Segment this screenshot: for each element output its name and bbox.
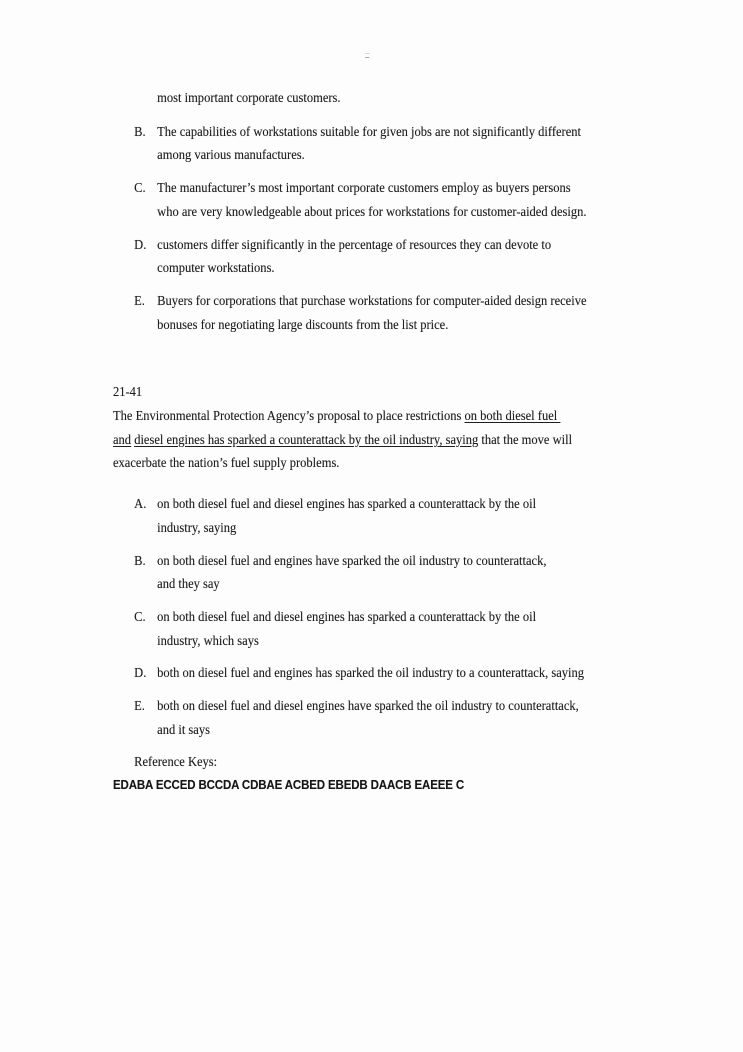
- option-text-line: among various manufactures.: [157, 147, 305, 163]
- option-text-line: on both diesel fuel and diesel engines has sparked a counterattack by the oil: [157, 608, 537, 624]
- option-text-line: industry, saying: [157, 519, 237, 535]
- answer-options: [113, 492, 702, 741]
- option-text-line: customers differ significantly in the percentage of resources they can devote to: [157, 236, 552, 252]
- question-stem-line: [113, 404, 702, 428]
- option-letter: B.: [134, 552, 146, 568]
- option-row-e: [113, 289, 702, 336]
- question-21-41: [113, 380, 702, 475]
- underlined-segment: diesel engines has sparked a counterattack by the oil industry, saying: [134, 431, 479, 447]
- option-letter: C.: [134, 608, 146, 624]
- option-row-b: [113, 549, 702, 596]
- option-text-line: on both diesel fuel and engines have sparked the oil industry to counterattack,: [157, 552, 547, 568]
- option-text-line: both on diesel fuel and diesel engines have sparked the oil industry to counterattack,: [157, 698, 579, 714]
- option-row-c: [113, 176, 702, 223]
- option-row-c: [113, 605, 702, 652]
- option-letter: C.: [134, 180, 146, 196]
- option-text-line: The capabilities of workstations suitable for given jobs are not significantly different: [157, 123, 581, 139]
- stem-text: The Environmental Protection Agency’s proposal to place restrictions: [113, 408, 465, 424]
- option-row-b: [113, 120, 702, 167]
- option-letter: B.: [134, 123, 146, 139]
- option-letter: D.: [134, 665, 147, 681]
- question-stem-line: [113, 428, 702, 452]
- option-text-line: both on diesel fuel and engines has sparked the oil industry to a counterattack, saying: [157, 665, 584, 681]
- stem-text: that the move will: [478, 431, 573, 447]
- answer-keys: EDABA ECCED BCCDA CDBAE ACBED EBEDB DAACB EAEEE C: [113, 778, 465, 793]
- option-letter: E.: [134, 292, 145, 308]
- reference-keys-label: Reference Keys:: [134, 754, 218, 770]
- option-letter: E.: [134, 698, 145, 714]
- option-row-a: [113, 492, 702, 539]
- option-text-line: The manufacturer’s most important corporate customers employ as buyers persons: [157, 180, 571, 196]
- option-text-line: computer workstations.: [157, 260, 275, 276]
- option-text-line: industry, which says: [157, 632, 259, 648]
- option-text-line: and they say: [157, 576, 220, 592]
- page-number-mark: –: [365, 48, 370, 58]
- option-letter: D.: [134, 236, 147, 252]
- underlined-segment: and: [113, 431, 132, 447]
- page-content: [113, 86, 702, 798]
- option-continuation-line: most important corporate customers.: [157, 90, 341, 105]
- option-letter: A.: [134, 496, 147, 512]
- question-stem-line: exacerbate the nation’s fuel supply problems.: [113, 455, 340, 471]
- option-text-line: who are very knowledgeable about prices for workstations for customer-aided design.: [157, 203, 587, 219]
- option-row-e: [113, 694, 702, 741]
- option-row-d: [113, 233, 702, 280]
- option-text-line: bonuses for negotiating large discounts from the list price.: [157, 316, 449, 332]
- question-number: 21-41: [113, 384, 143, 400]
- underlined-segment: on both diesel fuel: [464, 408, 561, 424]
- option-text-line: Buyers for corporations that purchase workstations for computer-aided design receive: [157, 292, 587, 308]
- option-row-d: [113, 661, 702, 685]
- option-text-line: on both diesel fuel and diesel engines has sparked a counterattack by the oil: [157, 496, 537, 512]
- option-text-line: and it says: [157, 721, 210, 737]
